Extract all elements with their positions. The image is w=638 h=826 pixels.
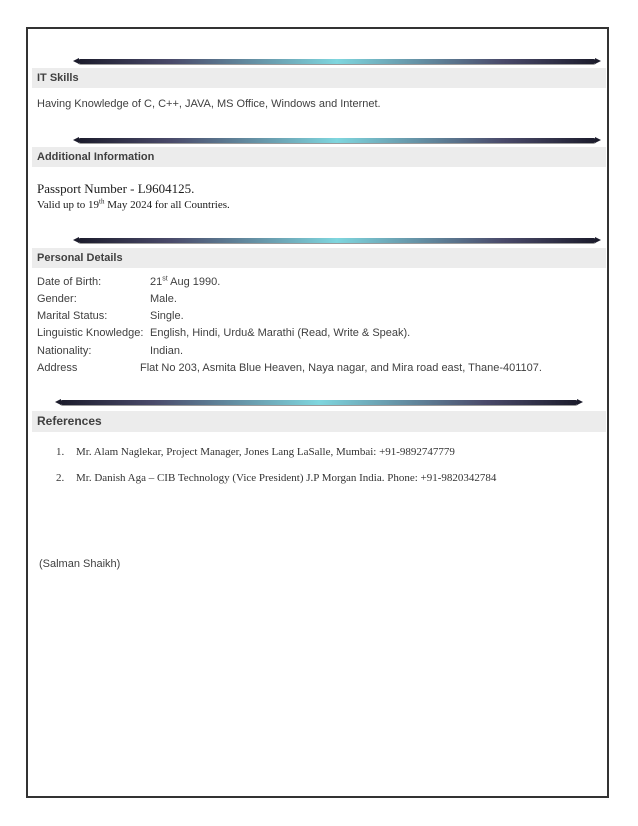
passport-validity <box>37 199 230 211</box>
section-divider <box>60 400 578 405</box>
it-skills-text: Having Knowledge of C, C++, JAVA, MS Office, Windows and Internet. <box>37 98 381 110</box>
passport-validity-suffix: May 2024 for all Countries. <box>104 199 230 211</box>
reference-item <box>56 446 455 458</box>
dob-label: Date of Birth: <box>37 276 102 288</box>
section-divider <box>78 59 596 64</box>
nationality-value: Indian. <box>150 345 184 357</box>
reference-text: Mr. Danish Aga – CIB Technology (Vice President) J.P Morgan India. Phone: +91-9820342784 <box>76 472 497 484</box>
dob-sup: st <box>162 275 168 283</box>
marital-status-value: Single. <box>150 310 184 322</box>
reference-text: Mr. Alam Naglekar, Project Manager, Jones Lang LaSalle, Mumbai: +91-9892747779 <box>76 446 455 458</box>
passport-validity-sup: th <box>99 197 105 206</box>
gender-value: Male. <box>150 293 177 305</box>
dob-rest: Aug 1990. <box>167 276 221 288</box>
address-value: Flat No 203, Asmita Blue Heaven, Naya nagar, and Mira road east, Thane-401107. <box>140 362 542 374</box>
marital-status-label: Marital Status: <box>37 310 108 322</box>
reference-item <box>56 472 496 484</box>
gender-label: Gender: <box>37 293 77 305</box>
nationality-label: Nationality: <box>37 345 92 357</box>
linguistic-label: Linguistic Knowledge: <box>37 327 144 339</box>
passport-validity-prefix: Valid up to 19 <box>37 199 100 211</box>
dob-value <box>150 276 220 288</box>
personal-details-header: Personal Details <box>32 248 606 268</box>
dob-day: 21 <box>150 276 163 288</box>
references-header: References <box>32 411 606 432</box>
address-label: Address <box>37 362 78 374</box>
additional-info-header: Additional Information <box>32 147 606 167</box>
signature: (Salman Shaikh) <box>39 558 121 570</box>
linguistic-value: English, Hindi, Urdu& Marathi (Read, Write & Speak). <box>150 327 411 339</box>
section-divider <box>78 238 596 243</box>
passport-number: Passport Number - L9604125. <box>37 181 195 196</box>
it-skills-header: IT Skills <box>32 68 606 88</box>
reference-number: 1. <box>56 446 65 458</box>
section-divider <box>78 138 596 143</box>
reference-number: 2. <box>56 472 65 484</box>
